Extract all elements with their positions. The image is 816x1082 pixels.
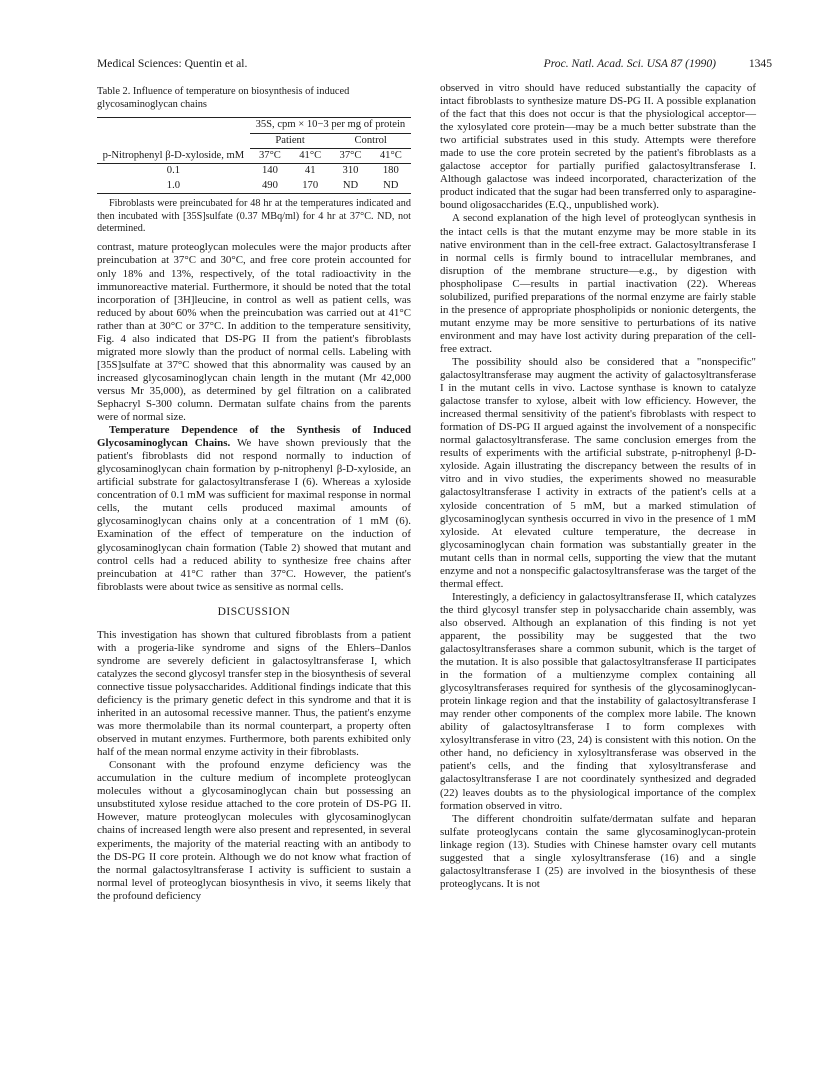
header-journal: Proc. Natl. Acad. Sci. USA 87 (1990) [543,57,716,70]
table-cell-conc: 1.0 [166,179,181,191]
runin-heading: Temperature Dependence of the Synthesis of Induced Glycosaminoglycan Chains. [97,424,411,450]
paragraph-text: We have shown previously that the patient's fibroblasts did not respond normally to induction of glycosaminoglycan chain formation by p-nitrophenyl β-D-xyloside, an artificial substrate for galactosyltransferase I (6). Whereas a xyloside concentration of 0.1 mM was sufficient for maximal response in normal cells, the mutant cells produced maximal amounts of glycosaminoglycan chains only at a concentration of 1 mM (6). Examination of the effect of temperature on the induction of glycosaminoglycan chain formation (Table 2) showed that mutant and control cells had a reduced ability to synthesize free chains after preincubation at 41°C rather than 37°C. However, the patient's fibroblasts were about twice as sensitive as normal cells. [97,437,411,593]
right-column [440,82,756,891]
body-paragraph [97,424,411,594]
discussion-heading: DISCUSSION [217,605,291,618]
table-row [97,179,411,194]
table-cell: 170 [302,179,319,191]
table-cell: ND [342,179,359,191]
table-cell-conc: 0.1 [97,164,250,179]
body-paragraph: contrast, mature proteoglycan molecules were the major products after preincubation at 37°C and 30°C, and free core protein accounted for only 18% and 13%, respectively, of the total radioactivity in the immunoreactive material. Furthermore, it should be noted that the total incorporation of [3H]leucine, in control as well as patient cells, was reduced by about 60% when the preincubation was carried out at 41°C rather than at 30°C or 37°C. In addition to the temperature sensitivity, Fig. 4 also indicated that DS-PG II from the patient's fibroblasts migrated more slowly than the product of normal cells. Labeling with [35S]sulfate at 37°C showed that this abnormality was caused by an increased glycosaminoglycan chain length in the mutant (Mr 42,000 versus Mr 35,000), as determined by gel filtration on a calibrated Sephacryl S-300 column. Dermatan sulfate chains from the parents were of normal size. [97,241,411,424]
table-group-patient: Patient [250,133,331,148]
running-header [97,56,772,72]
table-footnote: Fibroblasts were preincubated for 48 hr at the temperatures indicated and then incubated with [35S]sulfate (0.37 MBq/ml) for 4 hr at 37°C. ND, not determined. [97,198,411,235]
body-paragraph: The different chondroitin sulfate/dermatan sulfate and heparan sulfate proteoglycans contain the same glycosaminoglycan-protein linkage region (13). Studies with Chinese hamster ovary cell mutants suggested that a single xylosyltransferase (16) and a single galactosyltransferase I (25) are involved in the biosynthesis of these proteoglycans. It is not [440,812,756,890]
table-cell: ND [383,179,399,191]
table-cell: 180 [371,164,411,179]
table-temp-header: 41°C [379,150,402,161]
body-paragraph: A second explanation of the high level of proteoglycan synthesis in the intact cells is that the mutant enzyme may be more stable in its native environment than in the cell-free extract. Galactosyltransferase I in normal cells is firmly bound to intracellular membranes, and disruption of the membrane structure—e.g., by digestion with phospholipase C—results in partial inactivation (22). Whereas solubilized, purified preparations of the normal enzyme are fairly stable in the presence of appropriate phospholipids or nonionic detergents, the mutant enzyme may be more sensitive to perturbations of its native environment and may have lost activity during preparation of the cell-free extract. [440,212,756,355]
body-paragraph: Interestingly, a deficiency in galactosyltransferase II, which catalyzes the third glycosyl transfer step in polysaccharide chain assembly, was also observed. Although an explanation of this finding is not yet apparent, the possibility may be suggested that the two galactosyltransferases share a common subunit, which is the target of the mutation. It is also possible that galactosyltransferase II participates in the formation of a multienzyme complex containing all glycosyltransferases required for synthesis of the glycosaminoglycan-protein linkage region and that the instability of galactosyltransferase I may render other components of the complex more labile. The known ability of galactosyltransferase I to form complexes with xylosyltransferase in vitro (23, 24) is consistent with this notion. On the other hand, no deficiency in xylosyltransferase was observed in the patient's cells, and the finding that xylosyltransferase and galactosyltransferase I are not coordinately synthesized and degraded (22) leaves doubts as to the physiological importance of the complex formation observed in vitro. [440,590,756,812]
table-cell: 41 [290,164,330,179]
table-cell: 310 [330,164,370,179]
body-paragraph: observed in vitro should have reduced substantially the capacity of intact fibroblasts to synthesize mature DS-PG II. A possible explanation of the fact that this does not occur is that the physiological acceptor—the xylosylated core protein—may be a much better substrate than the two artificial substrates used in this study. Attempts were therefore made to use the core protein secreted by the patient's fibroblasts as a galactose acceptor for partially purified galactosyltransferase I. Although galactose was indeed incorporated, characterization of the product indicated that the sugar had been transferred only to asparagine-bound oligosaccharides (E.Q., unpublished work). [440,82,756,212]
table-group-control: Control [330,133,411,148]
table-unit-header: 35S, cpm × 10−3 per mg of protein [250,118,411,133]
body-paragraph: This investigation has shown that cultured fibroblasts from a patient with a progeria-like syndrome and signs of the Ehlers–Danlos syndrome are severely deficient in galactosyltransferase I, which catalyzes the second glycosyl transfer step in the biosynthesis of several connective tissue polysaccharides. Additional findings indicate that this deficiency is the primary genetic defect in this syndrome and that it is inherited in an autosomal recessive manner. Thus, the patient's enzyme was more thermolabile than its normal counterpart, a property often observed in mutant enzymes. Furthermore, both parents exhibited only half of the mean normal enzyme activity in their fibroblasts. [97,628,411,759]
table-cell: 490 [261,179,278,191]
table-temp-header: 37°C [258,150,281,161]
table-stub-header: p-Nitrophenyl β-D-xyloside, mM [102,150,245,161]
table-temp-header: 37°C [339,150,362,161]
table-row [97,164,411,179]
body-paragraph: The possibility should also be considered that a "nonspecific" galactosyltransferase may augment the activity of galactosyltransferase I in the mutant cells in vivo. Lactose synthase is known to catalyze galactose transfer to xylose, albeit with low efficiency. However, the increased thermal sensitivity of the patient's fibroblasts with respect to formation of DS-PG II argued against the involvement of a nonspecific normal galactosyltransferase. The same conclusion emerges from the results of experiments with the artificial substrate, p-nitrophenyl β-D-xyloside. Again illustrating the discrepancy between the results of in vitro and in vivo studies, the experiments showed no measurable galactosyltransferase I activity in extracts of the patient's cells at a xyloside concentration of 5 mM, but a marked stimulation of glycosaminoglycan synthesis occurred in vivo in the presence of 1 mM xyloside. At elevated culture temperature, the decrease in glycosaminoglycan chain formation was substantially greater in the mutant cells than in normal cells, supporting the view that the mutant enzyme and not a nonspecific galactosyltransferase was the target of the thermal effect. [440,355,756,590]
left-column [97,86,411,903]
body-paragraph: Consonant with the profound enzyme deficiency was the accumulation in the culture medium of incomplete proteoglycan molecules without a glycosaminoglycan chain but possessing an unsubstituted xylose residue attached to the core protein of DS-PG II. However, mature proteoglycan molecules with glycosaminoglycan chains of increased length were also present and represented, in several experiments, the majority of the material reacting with an antibody to the DS-PG II core protein. Although we do not know what fraction of the normal galactosyltransferase I activity is sufficient to sustain a normal level of proteoglycan biosynthesis in vivo, it seems likely that the profound deficiency [97,759,411,902]
table-cell: 140 [250,164,290,179]
header-section-authors: Medical Sciences: Quentin et al. [97,57,248,70]
table-temp-header: 41°C [299,150,322,161]
table-2 [97,117,411,194]
table-caption: Table 2. Influence of temperature on biosynthesis of induced glycosaminoglycan chains [97,86,350,110]
page-number: 1345 [748,57,772,70]
